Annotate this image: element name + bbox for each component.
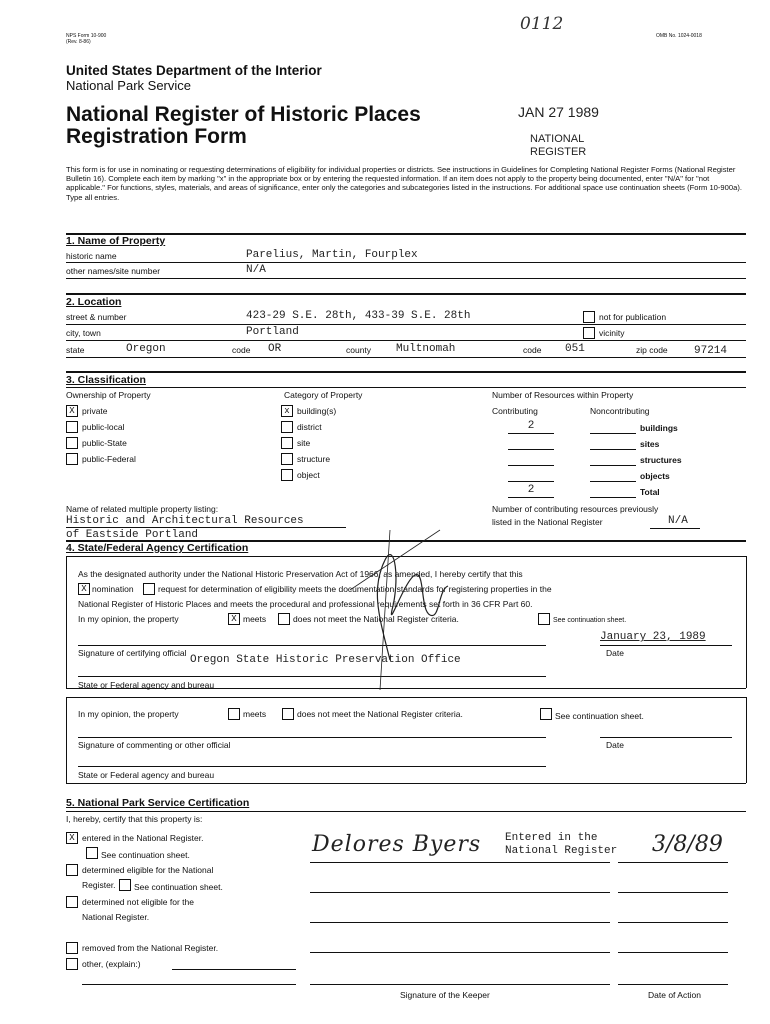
other-checkbox[interactable] — [66, 958, 78, 970]
category-building-checkbox[interactable]: x — [281, 405, 293, 417]
not-eligible-label-2: National Register. — [82, 912, 150, 922]
continuation-sheet-checkbox[interactable] — [538, 613, 550, 625]
state-code-label: code — [232, 345, 251, 355]
county-code-value: 051 — [565, 343, 585, 355]
county-value: Multnomah — [396, 343, 456, 355]
city-label: city, town — [66, 328, 101, 338]
noncontributing-label: Noncontributing — [590, 406, 650, 416]
nps-intro: I, hereby, certify that this property is: — [66, 814, 203, 824]
other-names-label: other names/site number — [66, 266, 161, 276]
nomination-checkbox[interactable]: X — [78, 583, 90, 595]
ownership-heading: Ownership of Property — [66, 390, 151, 400]
eligible-continuation-label: See continuation sheet. — [134, 882, 223, 892]
resources-total-label: Total — [640, 487, 660, 497]
resources-buildings-contributing: 2 — [527, 420, 535, 432]
keeper-signature-label: Signature of the Keeper — [400, 990, 490, 1000]
commenting-date-label: Date — [606, 740, 624, 750]
state-office: Oregon State Historic Preservation Office — [190, 654, 461, 666]
eligible-continuation-checkbox[interactable] — [119, 879, 131, 891]
agency-bureau-label: State or Federal agency and bureau — [78, 680, 215, 690]
certifying-signature-scribble — [330, 520, 510, 695]
received-stamp-date: JAN 27 1989 — [518, 104, 599, 120]
cert-paragraph-3: National Register of Historic Places and meets the procedural and professional requirements set forth in 36 CFR Part 60. — [78, 599, 533, 609]
resources-structures-label: structures — [640, 455, 682, 465]
related-listing-label: Name of related multiple property listing: — [66, 504, 219, 514]
resources-sites-label: sites — [640, 439, 660, 449]
section-2-heading: 2. Location — [66, 296, 122, 308]
form-rev: (Rev. 8-86) — [66, 39, 91, 45]
zip-label: zip code — [636, 345, 668, 355]
category-object-label: object — [297, 470, 320, 480]
commenting-signature-label: Signature of commenting or other official — [78, 740, 231, 750]
divider — [66, 233, 746, 235]
category-site-checkbox[interactable] — [281, 437, 293, 449]
related-listing-value-1: Historic and Architectural Resources — [66, 515, 304, 527]
related-listing-value-2: of Eastside Portland — [66, 529, 199, 541]
historic-name-value: Parelius, Martin, Fourplex — [246, 249, 418, 261]
resources-objects-label: objects — [640, 471, 670, 481]
street-value: 423-29 S.E. 28th, 433-39 S.E. 28th — [246, 310, 471, 322]
section-3-heading: 3. Classification — [66, 374, 146, 386]
determined-eligible-checkbox[interactable] — [66, 864, 78, 876]
county-label: county — [346, 345, 372, 355]
commenting-continuation-checkbox[interactable] — [540, 708, 552, 720]
commenting-does-not-meet-checkbox[interactable] — [282, 708, 294, 720]
certifying-signature-label: Signature of certifying official — [78, 648, 187, 658]
date-of-action-label: Date of Action — [648, 990, 701, 1000]
commenting-continuation-label: See continuation sheet. — [555, 711, 644, 721]
resources-heading: Number of Resources within Property — [492, 390, 634, 400]
category-district-checkbox[interactable] — [281, 421, 293, 433]
form-number: NPS Form 10-900 — [66, 33, 107, 39]
form-title-line1: National Register of Historic Places — [66, 103, 421, 126]
vicinity-label: vicinity — [599, 328, 625, 338]
continuation-sheet-label: See continuation sheet. — [553, 617, 627, 624]
category-heading: Category of Property — [284, 390, 363, 400]
historic-name-label: historic name — [66, 251, 117, 261]
action-date-handwritten: 3/8/89 — [652, 832, 723, 857]
cert-paragraph-2: request for determination of eligibility meets the documentation standards for registering properties in the — [158, 584, 552, 594]
service-name: National Park Service — [66, 78, 191, 93]
state-value: Oregon — [126, 343, 166, 355]
entered-continuation-checkbox[interactable] — [86, 847, 98, 859]
ownership-private-checkbox[interactable]: X — [66, 405, 78, 417]
removed-label: removed from the National Register. — [82, 943, 219, 953]
ownership-public-state-checkbox[interactable] — [66, 437, 78, 449]
not-for-publication-label: not for publication — [599, 312, 667, 322]
category-object-checkbox[interactable] — [281, 469, 293, 481]
eligibility-request-checkbox[interactable] — [143, 583, 155, 595]
previously-listed-value: N/A — [668, 515, 688, 527]
certification-date: January 23, 1989 — [600, 631, 706, 643]
resources-buildings-label: buildings — [640, 423, 678, 433]
zip-value: 97214 — [694, 345, 728, 357]
contributing-label: Contributing — [492, 406, 538, 416]
previously-listed-label-1: Number of contributing resources previously — [492, 504, 659, 514]
received-stamp-line2: REGISTER — [530, 146, 587, 158]
received-stamp-line1: NATIONAL — [530, 133, 585, 145]
category-structure-checkbox[interactable] — [281, 453, 293, 465]
removed-checkbox[interactable] — [66, 942, 78, 954]
ownership-public-federal-label: public-Federal — [82, 454, 136, 464]
omb-number: OMB No. 1024-0018 — [656, 33, 702, 39]
not-for-publication-checkbox[interactable] — [583, 311, 595, 323]
other-label: other, (explain:) — [82, 959, 141, 969]
state-label: state — [66, 345, 85, 355]
section-1-heading: 1. Name of Property — [66, 235, 166, 247]
meets-label: meets — [243, 614, 267, 624]
opinion-label: In my opinion, the property — [78, 614, 179, 624]
ownership-public-state-label: public-State — [82, 438, 127, 448]
entered-label: entered in the National Register. — [82, 833, 204, 843]
other-names-value: N/A — [246, 264, 266, 276]
state-code-value: OR — [268, 343, 282, 355]
meets-checkbox[interactable]: X — [228, 613, 240, 625]
vicinity-checkbox[interactable] — [583, 327, 595, 339]
commenting-opinion-label: In my opinion, the property — [78, 709, 179, 719]
entered-note-1: Entered in the — [505, 832, 598, 844]
category-site-label: site — [297, 438, 311, 448]
ownership-public-local-label: public-local — [82, 422, 125, 432]
certifying-date-label: Date — [606, 648, 624, 658]
does-not-meet-label: does not meet the National Register criteria. — [293, 614, 459, 624]
entered-note-2: National Register — [505, 845, 618, 857]
commenting-does-not-meet-label: does not meet the National Register criteria. — [297, 709, 463, 719]
form-title-line2: Registration Form — [66, 125, 247, 148]
ownership-public-federal-checkbox[interactable] — [66, 453, 78, 465]
previously-listed-label-2: listed in the National Register — [492, 517, 603, 527]
category-district-label: district — [297, 422, 322, 432]
category-building-label: building(s) — [297, 406, 337, 416]
ownership-public-local-checkbox[interactable] — [66, 421, 78, 433]
category-structure-label: structure — [297, 454, 331, 464]
not-eligible-checkbox[interactable] — [66, 896, 78, 908]
not-eligible-label-1: determined not eligible for the — [82, 897, 194, 907]
handwritten-mark: 0112 — [520, 14, 564, 34]
commenting-meets-label: meets — [243, 709, 267, 719]
keeper-signature: Delores Byers — [312, 832, 482, 857]
county-code-label: code — [523, 345, 542, 355]
does-not-meet-checkbox[interactable] — [278, 613, 290, 625]
commenting-agency-label: State or Federal agency and bureau — [78, 770, 215, 780]
resources-total-contributing: 2 — [527, 484, 535, 496]
entered-checkbox[interactable]: X — [66, 832, 78, 844]
cert-paragraph-1: As the designated authority under the National Historic Preservation Act of 1966, as amended, I hereby certify that this — [78, 569, 523, 579]
commenting-meets-checkbox[interactable] — [228, 708, 240, 720]
instructions-paragraph: This form is for use in nominating or requesting determinations of eligibility for individual properties or districts. See instructions in Guidelines for Completing National Register Forms (National Register Bulletin 16). Complete each item by marking "x" in the appropriate box or by entering the requested information. If an item does not apply to the property being documented, enter "N/A" for "not applicable." For functions, styles, materials, and areas of significance, enter only the categories and subcategories listed in the instructions. For additional space use continuation sheets (Form 10-900a). Type all entries. — [66, 165, 742, 202]
nomination-label: nomination — [92, 584, 134, 594]
section-4-heading: 4. State/Federal Agency Certification — [66, 542, 249, 554]
determined-eligible-label-1: determined eligible for the National — [82, 865, 214, 875]
section-5-heading: 5. National Park Service Certification — [66, 797, 250, 809]
determined-eligible-label-2: Register. — [82, 880, 116, 890]
street-label: street & number — [66, 312, 127, 322]
entered-continuation-label: See continuation sheet. — [101, 850, 190, 860]
ownership-private-label: private — [82, 406, 108, 416]
city-value: Portland — [246, 326, 299, 338]
agency-name: United States Department of the Interior — [66, 63, 322, 78]
